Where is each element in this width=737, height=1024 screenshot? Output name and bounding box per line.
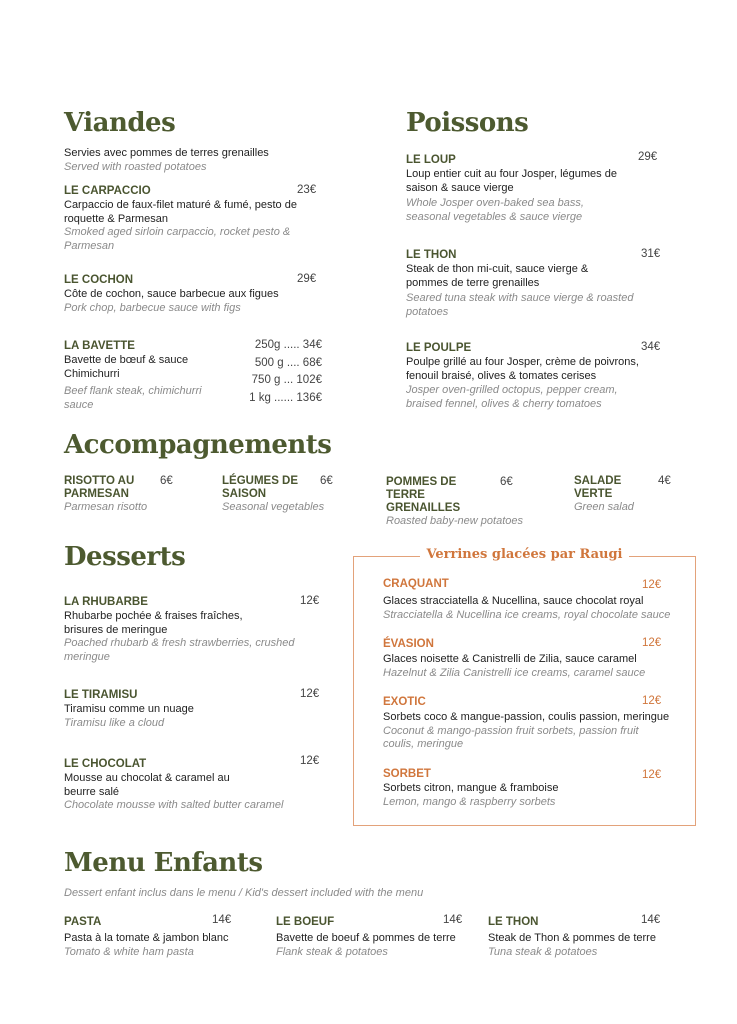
item-price: 6€ — [320, 475, 333, 487]
item-desc-fr: Sorbets citron, mangue & framboise — [383, 782, 559, 794]
item-desc-en: Hazelnut & Zilia Canistrelli ice creams, caramel sauce — [383, 666, 646, 679]
item-price: 14€ — [443, 914, 463, 926]
note-en: Served with roasted potatoes — [64, 161, 207, 173]
menu-item — [64, 475, 214, 515]
item-name: LE COCHON — [64, 274, 133, 286]
item-name: LE LOUP — [406, 154, 456, 166]
item-price: 6€ — [160, 475, 173, 487]
menu-item — [574, 475, 684, 515]
item-name: SORBET — [383, 768, 431, 780]
item-name: LE THON — [406, 249, 457, 261]
item-name: LE TIRAMISU — [64, 689, 138, 701]
item-price: 29€ — [297, 273, 317, 285]
item-price: 12€ — [642, 769, 662, 781]
menu-item — [64, 688, 320, 730]
menu-item — [406, 341, 661, 411]
item-name: LA BAVETTE — [64, 340, 135, 352]
item-name: PASTA — [64, 916, 102, 928]
item-price: 12€ — [642, 579, 662, 591]
item-price: 12€ — [300, 755, 320, 767]
item-price: 1 kg ...... 136€ — [249, 391, 322, 404]
item-price: 29€ — [638, 151, 658, 163]
item-name: EXOTIC — [383, 696, 426, 708]
item-name: LE CARPACCIO — [64, 185, 151, 197]
item-name: RISOTTO AU PARMESAN — [64, 475, 135, 500]
item-desc-fr: Steak de Thon & pommes de terre — [488, 932, 656, 944]
item-name: ÉVASION — [383, 638, 434, 650]
item-price: 12€ — [642, 695, 662, 707]
item-price: 12€ — [300, 595, 320, 607]
item-desc-fr: Mousse au chocolat & caramel au beurre salé — [64, 772, 230, 798]
item-name: LÉGUMES DE SAISON — [222, 475, 299, 500]
item-desc-en: Tuna steak & potatoes — [488, 945, 598, 958]
menu-item — [276, 915, 476, 959]
item-desc-fr: Steak de thon mi-cuit, sauce vierge & pommes de terre grenailles — [406, 263, 589, 289]
item-desc-en: Whole Josper oven-baked sea bass, seasonal vegetables & sauce vierge — [406, 197, 584, 223]
item-desc-en: Seared tuna steak with sauce vierge & roasted potatoes — [406, 292, 634, 318]
item-desc-fr: Loup entier cuit au four Josper, légumes de saison & sauce vierge — [406, 168, 617, 194]
item-name: LE CHOCOLAT — [64, 758, 147, 770]
item-desc-en: Coconut & mango-passion fruit sorbets, passion fruit coulis, meringue — [383, 724, 639, 750]
menu-item — [386, 476, 546, 529]
item-desc-fr: Carpaccio de faux-filet maturé & fumé, pesto de roquette & Parmesan — [64, 199, 297, 225]
item-desc-fr: Glaces stracciatella & Nucellina, sauce chocolat royal — [383, 595, 644, 607]
item-desc-fr: Côte de cochon, sauce barbecue aux figues — [64, 288, 279, 300]
item-name: LA RHUBARBE — [64, 596, 148, 608]
item-desc-fr: Tiramisu comme un nuage — [64, 703, 194, 715]
item-price: 31€ — [641, 248, 661, 260]
item-price: 500 g .... 68€ — [254, 356, 322, 369]
item-desc-fr: Bavette de bœuf & sauce Chimichurri — [64, 354, 189, 380]
item-price: 34€ — [641, 341, 661, 353]
item-desc-en: Tomato & white ham pasta — [64, 945, 194, 958]
menu-item — [222, 475, 372, 515]
item-desc-en: Lemon, mango & raspberry sorbets — [383, 795, 556, 808]
section-title-viandes: Viandes — [64, 108, 176, 138]
menu-item — [406, 151, 658, 224]
item-desc-en: Tiramisu like a cloud — [64, 716, 165, 729]
item-desc-en: Stracciatella & Nucellina ice creams, royal chocolate sauce — [383, 608, 671, 621]
item-price: 12€ — [642, 637, 662, 649]
item-desc-fr: Poulpe grillé au four Josper, crème de poivrons, fenouil braisé, olives & tomates cerises — [406, 356, 639, 382]
menu-item — [383, 767, 673, 809]
item-desc-en: Seasonal vegetables — [222, 501, 325, 513]
item-name: POMMES DE TERRE GRENAILLES — [386, 476, 461, 514]
item-desc-fr: Glaces noisette & Canistrelli de Zilia, sauce caramel — [383, 653, 637, 665]
item-desc-fr: Pasta à la tomate & jambon blanc — [64, 932, 229, 944]
menu-item — [64, 339, 214, 412]
section-title-menu-enfants: Menu Enfants — [64, 848, 263, 878]
section-title-poissons: Poissons — [406, 108, 529, 138]
menu-item — [64, 915, 264, 959]
item-price: 6€ — [500, 476, 513, 488]
item-price: 23€ — [297, 184, 317, 196]
item-desc-fr: Rhubarbe pochée & fraises fraîches, brisures de meringue — [64, 610, 243, 636]
item-desc-en: Smoked aged sirloin carpaccio, rocket pesto & Parmesan — [64, 226, 291, 252]
item-price: 14€ — [212, 914, 232, 926]
item-price: 750 g ... 102€ — [251, 374, 322, 386]
bavette-price-list — [240, 337, 322, 407]
menu-item — [383, 695, 673, 752]
item-desc-en: Beef flank steak, chimichurri sauce — [64, 385, 202, 411]
menu-item — [64, 595, 320, 664]
item-desc-en: Josper oven-grilled octopus, pepper cream, braised fennel, olives & cherry tomatoes — [406, 384, 618, 410]
note-fr: Servies avec pommes de terres grenailles — [64, 147, 269, 159]
item-desc-fr: Sorbets coco & mangue-passion, coulis passion, meringue — [383, 711, 670, 723]
item-desc-en: Flank steak & potatoes — [276, 945, 388, 958]
verrines-title-text: Verrines glacées par Raugi — [420, 547, 628, 562]
item-desc-en: Green salad — [574, 501, 634, 513]
item-price: 250g ..... 34€ — [254, 339, 322, 351]
menu-item — [383, 637, 673, 680]
section-title-accompagnements: Accompagnements — [64, 430, 332, 460]
item-name: SALADE VERTE — [574, 475, 622, 500]
menu-item — [64, 184, 317, 253]
item-desc-en: Chocolate mousse with salted butter caramel — [64, 799, 284, 811]
enfants-note: Dessert enfant inclus dans le menu / Kid's dessert included with the menu — [64, 887, 424, 899]
item-price: 4€ — [658, 475, 671, 487]
menu-item — [64, 755, 320, 813]
viandes-note — [64, 146, 269, 174]
section-title-desserts: Desserts — [64, 542, 186, 572]
menu-item — [488, 915, 688, 959]
verrines-title — [353, 547, 696, 562]
menu-item — [383, 577, 673, 622]
item-price: 14€ — [641, 914, 661, 926]
item-desc-fr: Bavette de boeuf & pommes de terre — [276, 932, 456, 944]
item-desc-en: Pork chop, barbecue sauce with figs — [64, 301, 241, 314]
item-name: LE THON — [488, 916, 539, 928]
item-desc-en: Poached rhubarb & fresh strawberries, crushed meringue — [64, 637, 295, 663]
item-desc-en: Parmesan risotto — [64, 501, 148, 513]
menu-item — [406, 248, 661, 319]
item-desc-en: Roasted baby-new potatoes — [386, 515, 523, 527]
item-name: CRAQUANT — [383, 578, 449, 590]
menu-item — [64, 273, 317, 315]
item-name: LE POULPE — [406, 342, 472, 354]
item-price: 12€ — [300, 688, 320, 700]
item-name: LE BOEUF — [276, 916, 335, 928]
